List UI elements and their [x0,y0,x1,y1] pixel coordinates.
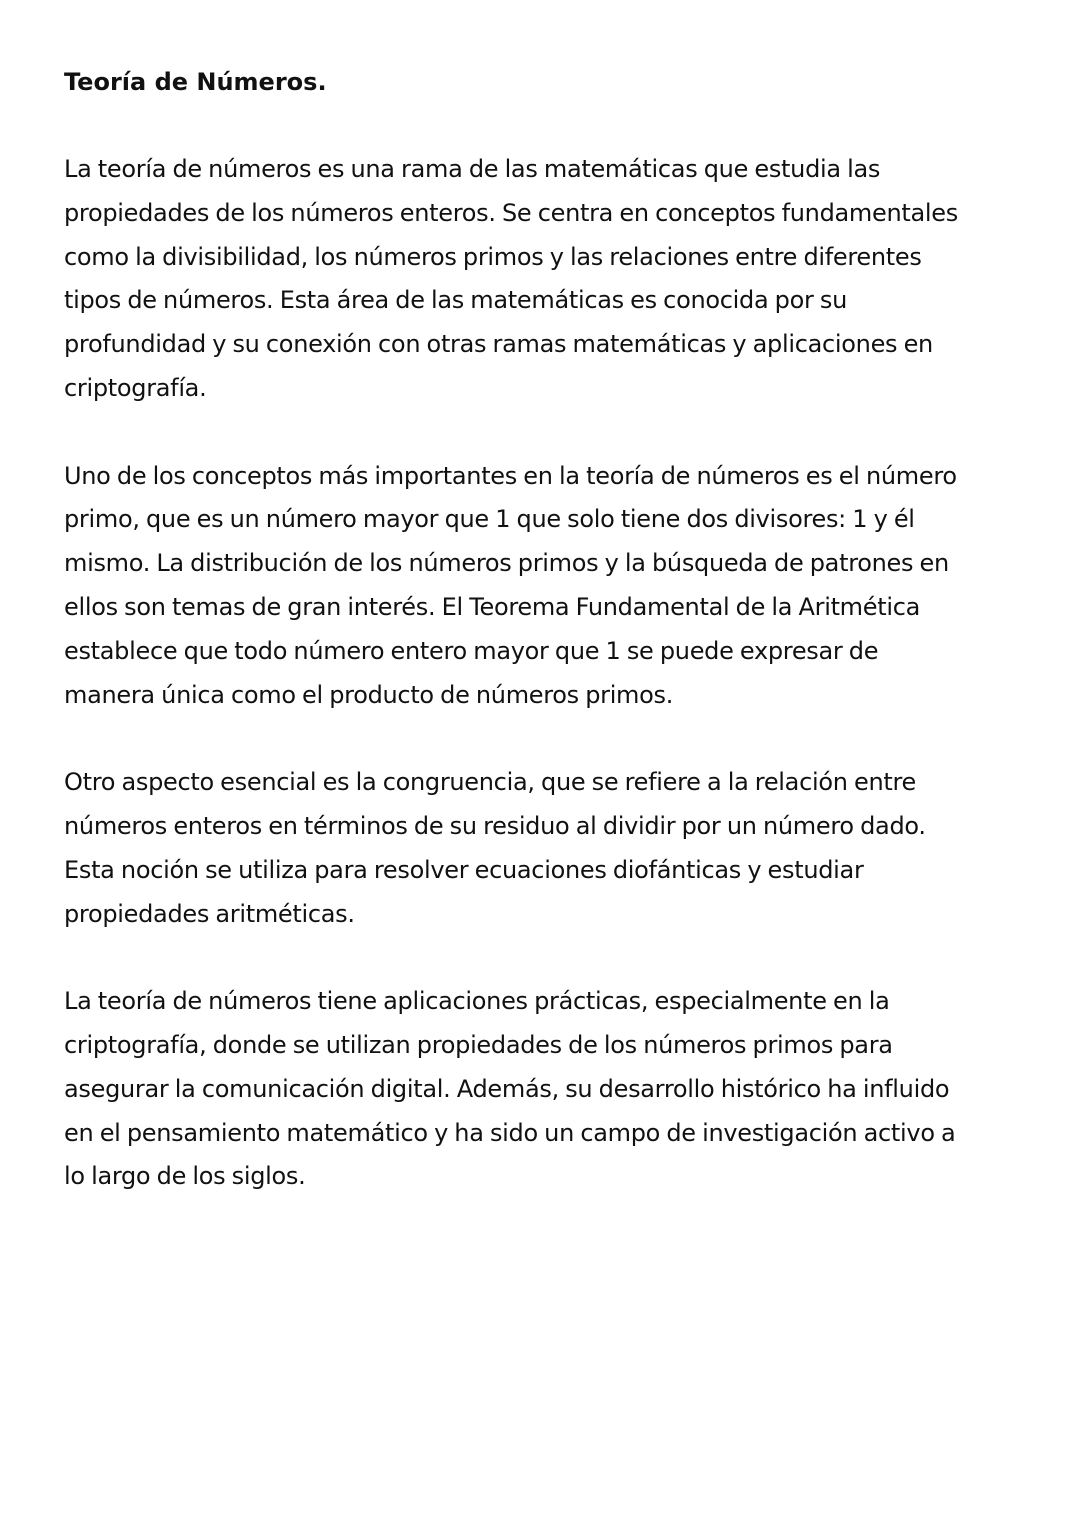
paragraph-introduction: La teoría de números es una rama de las matemáticas que estudia las propiedades de los números enteros. Se centra en conceptos fundamentales como la divisibilidad, los números primos y las relaciones entre diferentes tipos de números. Esta área de las matemáticas es conocida por su profundidad y su conexión con otras ramas matemáticas y aplicaciones en criptografía. [64,155,958,402]
paragraph-congruence: Otro aspecto esencial es la congruencia, que se refiere a la relación entre números enteros en términos de su residuo al dividir por un número dado. Esta noción se utiliza para resolver ecuaciones diofánticas y estudiar propiedades aritméticas. [64,768,926,928]
paragraph-prime-numbers: Uno de los conceptos más importantes en la teoría de números es el número primo, que es un número mayor que 1 que solo tiene dos divisores: 1 y él mismo. La distribución de los números primos y la búsqueda de patrones en ellos son temas de gran interés. El Teorema Fundamental de la Aritmética establece que todo número entero mayor que 1 se puede expresar de manera única como el producto de números primos. [64,461,957,709]
paragraph-applications: La teoría de números tiene aplicaciones prácticas, especialmente en la criptografía, donde se utilizan propiedades de los números primos para asegurar la comunicación digital. Además, su desarrollo histórico ha influido en el pensamiento matemático y ha sido un campo de investigación activo a lo largo de los siglos. [64,987,956,1191]
document-title: Teoría de Números. [64,68,327,96]
document-page [64,60,964,1199]
